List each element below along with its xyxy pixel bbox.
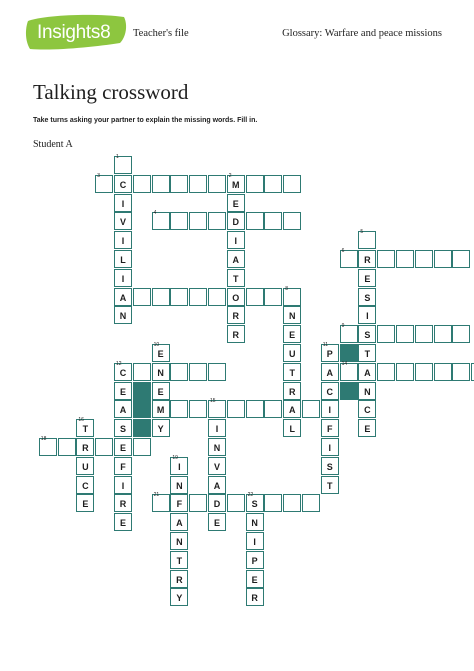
- crossword-cell[interactable]: [189, 212, 207, 230]
- clue-number: 19: [172, 454, 178, 461]
- crossword-cell[interactable]: [114, 513, 132, 531]
- cell-letter: N: [157, 367, 164, 378]
- clue-number: 6: [341, 248, 345, 254]
- crossword-cell[interactable]: [114, 156, 132, 174]
- clue-number: 18: [40, 436, 47, 442]
- crossword-cell[interactable]: [321, 382, 339, 400]
- crossword-cell[interactable]: [283, 212, 301, 230]
- crossword-cell[interactable]: [264, 400, 282, 418]
- cell-letter: U: [82, 461, 89, 472]
- crossword-cell[interactable]: [170, 454, 188, 475]
- crossword-cell[interactable]: [283, 175, 301, 193]
- crossword-cell[interactable]: [114, 288, 132, 306]
- crossword-cell[interactable]: [358, 382, 376, 400]
- cell-letter: R: [119, 499, 127, 510]
- cell-letter: V: [213, 461, 220, 472]
- clue-number: 4: [153, 210, 157, 217]
- crossword-cell[interactable]: [246, 570, 264, 588]
- cell-letter: N: [251, 518, 258, 529]
- crossword-cell[interactable]: [377, 325, 395, 343]
- crossword-cell[interactable]: [227, 306, 245, 324]
- cell-letter: S: [364, 292, 371, 303]
- cell-letter: R: [232, 330, 240, 341]
- crossword-cell[interactable]: [452, 363, 470, 381]
- crossword-cell[interactable]: [264, 494, 282, 512]
- crossword-cell[interactable]: [396, 363, 414, 381]
- cell-letter: T: [327, 480, 333, 491]
- cell-letter: F: [327, 424, 333, 435]
- crossword-cell[interactable]: [358, 306, 376, 324]
- crossword-cell[interactable]: [152, 288, 170, 306]
- cell-letter: L: [289, 424, 295, 435]
- crossword-cell[interactable]: [246, 212, 264, 230]
- cell-letter: R: [232, 311, 240, 322]
- crossword-cell[interactable]: [152, 344, 170, 362]
- crossword-cell[interactable]: [358, 419, 376, 437]
- crossword-cell[interactable]: [358, 231, 376, 249]
- clue-number: 10: [153, 342, 160, 348]
- crossword-cell[interactable]: [321, 344, 339, 362]
- clue-number: 2: [228, 172, 232, 179]
- cell-letter: M: [232, 179, 240, 190]
- cell-letter: M: [156, 405, 165, 416]
- crossword-cell[interactable]: [133, 363, 151, 381]
- crossword-cell[interactable]: [189, 363, 207, 381]
- crossword-cell[interactable]: [415, 325, 433, 343]
- page-title: Talking crossword: [33, 80, 189, 104]
- crossword-cell[interactable]: [283, 400, 301, 418]
- crossword-cell[interactable]: [264, 175, 282, 193]
- cell-letter: E: [157, 386, 164, 397]
- crossword-cell[interactable]: [452, 250, 470, 268]
- crossword-cell[interactable]: [358, 325, 376, 343]
- crossword-cell[interactable]: [152, 212, 170, 230]
- crossword-cell[interactable]: [434, 250, 452, 268]
- cell-letter: R: [251, 593, 258, 604]
- cell-letter: Y: [176, 593, 183, 604]
- crossword-cell[interactable]: [340, 325, 358, 343]
- cell-letter: I: [328, 405, 332, 416]
- cell-letter: E: [119, 386, 126, 397]
- crossword-cell[interactable]: [358, 344, 376, 362]
- shaded-cell: [133, 419, 151, 437]
- crossword-cell[interactable]: [227, 250, 245, 268]
- crossword-cell[interactable]: [208, 494, 226, 512]
- cell-letter: E: [289, 330, 296, 341]
- cell-letter: I: [121, 236, 125, 247]
- crossword-cell[interactable]: [114, 250, 132, 268]
- crossword-cell[interactable]: [208, 212, 226, 230]
- crossword-cell[interactable]: [415, 250, 433, 268]
- crossword-cell[interactable]: [283, 363, 301, 381]
- crossword-cell[interactable]: [114, 175, 132, 193]
- cell-letter: I: [121, 273, 125, 284]
- crossword-cell[interactable]: [358, 269, 376, 287]
- cell-letter: I: [253, 537, 256, 547]
- cell-letter: C: [119, 367, 127, 378]
- header-left-label: Teacher's file: [133, 28, 189, 39]
- crossword-cell[interactable]: [152, 175, 170, 193]
- crossword-cell[interactable]: [76, 457, 94, 475]
- cell-letter: I: [234, 236, 238, 247]
- cell-letter: S: [364, 330, 371, 341]
- cell-letter: N: [176, 537, 183, 547]
- crossword-cell[interactable]: [227, 172, 245, 193]
- crossword-cell[interactable]: [133, 175, 151, 193]
- crossword-cell[interactable]: [170, 288, 188, 306]
- crossword-cell[interactable]: [114, 360, 132, 381]
- crossword-cell[interactable]: [114, 400, 132, 418]
- cell-letter: S: [326, 461, 333, 472]
- crossword-cell[interactable]: [396, 325, 414, 343]
- cell-letter: F: [120, 461, 126, 472]
- cell-letter: N: [119, 311, 127, 322]
- crossword-cell[interactable]: [208, 457, 226, 475]
- crossword-cell[interactable]: [170, 175, 188, 193]
- crossword-cell[interactable]: [227, 212, 245, 230]
- cell-letter: P: [326, 349, 333, 359]
- clue-number: 5: [360, 229, 364, 236]
- cell-letter: A: [288, 405, 296, 416]
- crossword-cell[interactable]: [264, 212, 282, 230]
- crossword-cell[interactable]: [246, 175, 264, 193]
- crossword-cell[interactable]: [152, 382, 170, 400]
- crossword-cell[interactable]: [283, 344, 301, 362]
- cell-letter: E: [364, 424, 371, 435]
- crossword-cell[interactable]: [246, 513, 264, 531]
- cell-letter: A: [326, 367, 334, 378]
- crossword-cell[interactable]: [170, 476, 188, 494]
- cell-letter: I: [121, 198, 125, 209]
- clue-number: 1: [116, 154, 119, 160]
- crossword-cell[interactable]: [246, 588, 264, 606]
- crossword-cell[interactable]: [170, 400, 188, 418]
- crossword-cell[interactable]: [170, 532, 188, 550]
- crossword-cell[interactable]: [264, 288, 282, 306]
- header-right-label: Glossary: Warfare and peace missions: [282, 28, 442, 39]
- cell-letter: N: [364, 386, 371, 397]
- cell-letter: T: [82, 424, 89, 435]
- crossword-cell[interactable]: [58, 438, 76, 456]
- crossword-cell[interactable]: [114, 494, 132, 512]
- cell-letter: E: [119, 518, 126, 529]
- cell-letter: R: [82, 443, 89, 453]
- crossword-cell[interactable]: [358, 363, 376, 381]
- crossword-cell[interactable]: [283, 419, 301, 437]
- crossword-cell[interactable]: [170, 551, 188, 569]
- cell-letter: C: [364, 405, 371, 416]
- shaded-cell: [340, 382, 358, 400]
- cell-letter: S: [119, 424, 126, 435]
- clue-number: 9: [341, 323, 345, 330]
- crossword-cell[interactable]: [189, 175, 207, 193]
- cell-letter: R: [364, 255, 371, 265]
- crossword-cell[interactable]: [170, 570, 188, 588]
- shaded-cell: [133, 400, 151, 418]
- crossword-cell[interactable]: [302, 494, 320, 512]
- student-label: Student A: [33, 139, 73, 150]
- clue-number: 8: [285, 285, 288, 292]
- crossword-cell[interactable]: [76, 419, 94, 437]
- crossword-cell[interactable]: [114, 419, 132, 437]
- crossword-cell[interactable]: [227, 400, 245, 418]
- crossword-cell[interactable]: [152, 363, 170, 381]
- cell-letter: A: [176, 518, 183, 529]
- cell-letter: D: [213, 499, 221, 510]
- cell-letter: E: [232, 198, 239, 209]
- crossword-cell[interactable]: [321, 457, 339, 475]
- cell-letter: C: [82, 480, 89, 491]
- crossword-cell[interactable]: [114, 382, 132, 400]
- crossword-cell[interactable]: [321, 419, 339, 437]
- crossword-cell[interactable]: [114, 306, 132, 324]
- crossword-cell[interactable]: [227, 288, 245, 306]
- cell-letter: O: [232, 292, 240, 303]
- clue-number: 14: [341, 360, 348, 367]
- crossword-cell[interactable]: [208, 400, 226, 418]
- crossword-cell[interactable]: [170, 494, 188, 512]
- cell-letter: P: [251, 555, 258, 566]
- logo-text: Insights8: [37, 22, 111, 43]
- crossword-cell[interactable]: [208, 175, 226, 193]
- cell-letter: Y: [157, 424, 164, 435]
- crossword-cell[interactable]: [321, 400, 339, 418]
- crossword-cell[interactable]: [358, 288, 376, 306]
- crossword-cell[interactable]: [227, 231, 245, 249]
- clue-number: 3: [97, 172, 100, 179]
- crossword-cell[interactable]: [208, 419, 226, 437]
- crossword-cell[interactable]: [76, 438, 94, 456]
- crossword-cell[interactable]: [189, 494, 207, 512]
- crossword-cell[interactable]: [208, 438, 226, 456]
- crossword-cell[interactable]: [283, 325, 301, 343]
- cell-letter: D: [232, 217, 240, 228]
- crossword-cell[interactable]: [152, 494, 170, 512]
- crossword-cell[interactable]: [321, 438, 339, 456]
- crossword-cell[interactable]: [152, 400, 170, 418]
- cell-letter: A: [119, 292, 127, 303]
- crossword-cell[interactable]: [283, 285, 301, 306]
- crossword-cell[interactable]: [434, 363, 452, 381]
- cell-letter: A: [232, 255, 240, 265]
- crossword-cell[interactable]: [396, 250, 414, 268]
- cell-letter: T: [364, 349, 371, 359]
- crossword-cell[interactable]: [283, 382, 301, 400]
- crossword-cell[interactable]: [340, 250, 358, 268]
- crossword-cell[interactable]: [170, 513, 188, 531]
- crossword-cell[interactable]: [227, 194, 245, 212]
- clue-number: 12: [116, 360, 122, 367]
- crossword-cell[interactable]: [152, 419, 170, 437]
- crossword-cell[interactable]: [114, 476, 132, 494]
- crossword-cell[interactable]: [377, 363, 395, 381]
- crossword-cell[interactable]: [114, 269, 132, 287]
- crossword-cell[interactable]: [227, 325, 245, 343]
- crossword-cell[interactable]: [246, 532, 264, 550]
- crossword-cell[interactable]: [358, 250, 376, 268]
- crossword-cell[interactable]: [95, 172, 113, 193]
- cell-letter: F: [176, 499, 183, 510]
- cell-letter: R: [176, 574, 183, 585]
- clue-number: 21: [153, 492, 160, 499]
- shaded-cell: [133, 382, 151, 400]
- cell-letter: E: [119, 443, 126, 453]
- cell-letter: I: [366, 311, 369, 322]
- crossword-cell[interactable]: [170, 212, 188, 230]
- crossword-cell[interactable]: [39, 438, 57, 456]
- cell-letter: I: [328, 443, 332, 453]
- crossword-cell[interactable]: [246, 551, 264, 569]
- clue-number: 16: [78, 417, 84, 424]
- cell-letter: N: [213, 443, 221, 453]
- crossword-cell[interactable]: [321, 476, 339, 494]
- cell-letter: N: [176, 480, 183, 491]
- crossword-cell[interactable]: [452, 325, 470, 343]
- cell-letter: R: [288, 386, 296, 397]
- crossword-cell[interactable]: [76, 494, 94, 512]
- crossword-cell[interactable]: [246, 288, 264, 306]
- crossword-cell[interactable]: [321, 363, 339, 381]
- crossword-cell[interactable]: [170, 363, 188, 381]
- crossword-cell[interactable]: [434, 325, 452, 343]
- crossword-cell[interactable]: [283, 494, 301, 512]
- crossword-cell[interactable]: [133, 438, 151, 456]
- crossword-cell[interactable]: [227, 494, 245, 512]
- crossword-cell[interactable]: [170, 588, 188, 606]
- crossword-cell[interactable]: [415, 363, 433, 381]
- crossword-cell[interactable]: [246, 400, 264, 418]
- crossword-cell[interactable]: [208, 476, 226, 494]
- crossword-cell[interactable]: [114, 212, 132, 230]
- cell-letter: A: [364, 367, 371, 378]
- crossword-cell[interactable]: [377, 250, 395, 268]
- crossword-cell[interactable]: [340, 360, 358, 381]
- crossword-cell[interactable]: [246, 494, 264, 512]
- cell-letter: I: [215, 424, 219, 435]
- crossword-cell[interactable]: [227, 269, 245, 287]
- cell-letter: I: [121, 480, 125, 491]
- cell-letter: V: [119, 217, 126, 228]
- crossword-cell[interactable]: [189, 400, 207, 418]
- cell-letter: E: [157, 349, 164, 359]
- crossword-cell[interactable]: [76, 476, 94, 494]
- cell-letter: S: [251, 499, 258, 510]
- cell-letter: T: [289, 367, 295, 378]
- clue-number: 11: [322, 342, 328, 348]
- crossword-cell[interactable]: [133, 288, 151, 306]
- crossword-cell[interactable]: [114, 438, 132, 456]
- cell-letter: E: [251, 574, 258, 585]
- crossword-cell[interactable]: [208, 288, 226, 306]
- cell-letter: E: [364, 273, 371, 284]
- clue-number: 15: [210, 398, 216, 405]
- cell-letter: C: [119, 179, 127, 190]
- crossword-cell[interactable]: [114, 194, 132, 212]
- cell-letter: I: [178, 461, 181, 472]
- instruction-text: Take turns asking your partner to explain the missing words. Fill in.: [33, 117, 258, 124]
- cell-letter: A: [213, 480, 221, 491]
- crossword-cell[interactable]: [208, 363, 226, 381]
- crossword-cell[interactable]: [114, 457, 132, 475]
- crossword-cell[interactable]: [358, 400, 376, 418]
- crossword-cell[interactable]: [95, 438, 113, 456]
- crossword-cell[interactable]: [283, 306, 301, 324]
- cell-letter: U: [288, 349, 296, 359]
- cell-letter: A: [119, 405, 127, 416]
- cell-letter: L: [120, 255, 126, 265]
- crossword-cell[interactable]: [189, 288, 207, 306]
- cell-letter: E: [213, 518, 220, 529]
- cell-letter: N: [288, 311, 296, 322]
- cell-letter: E: [82, 499, 89, 510]
- cell-letter: T: [176, 555, 183, 566]
- crossword-cell[interactable]: [114, 231, 132, 249]
- crossword-cell[interactable]: [208, 513, 226, 531]
- cell-letter: T: [233, 273, 239, 284]
- crossword-cell[interactable]: [302, 400, 320, 418]
- cell-letter: C: [326, 386, 334, 397]
- clue-number: 22: [247, 492, 254, 499]
